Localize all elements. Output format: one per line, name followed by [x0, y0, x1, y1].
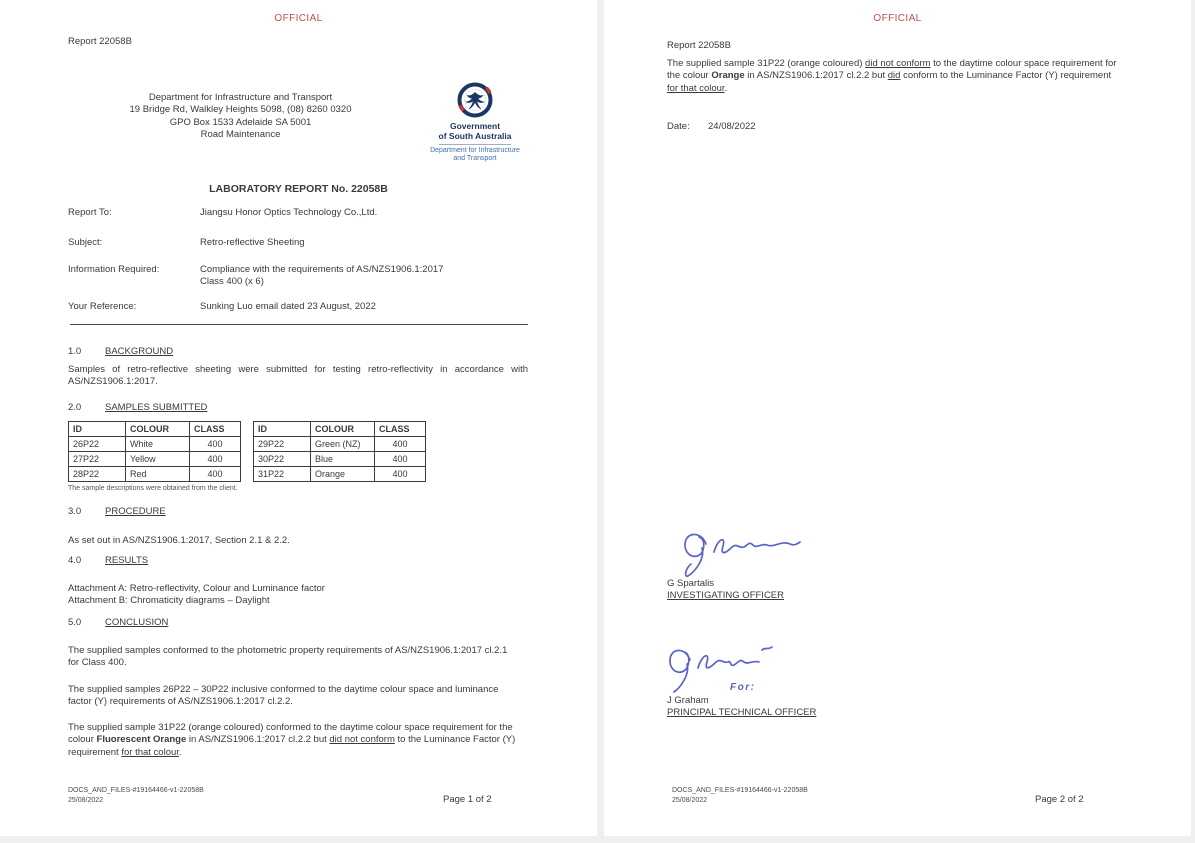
classification-banner: OFFICIAL	[274, 13, 323, 24]
table-cell: 28P22	[69, 467, 126, 482]
signatory-title: INVESTIGATING OFFICER	[667, 590, 784, 601]
page-number: Page 2 of 2	[1035, 794, 1084, 805]
piping-shrike-emblem-icon	[425, 80, 525, 122]
text-line: Department for Infrastructure and Transport	[148, 92, 333, 103]
text-segment: did not conform	[329, 734, 395, 746]
logo-gov-line2: of South Australia	[438, 130, 512, 141]
section-number: 2.0	[68, 402, 82, 413]
table-cell: 400	[190, 437, 241, 452]
text-segment: in AS/NZS1906.1:2017 cl.2.2 but	[186, 734, 330, 746]
text-line: GPO Box 1533 Adelaide SA 5001	[169, 116, 312, 128]
footer-doc-number: DOCS_AND_FILES-#19164466-v1-22058B	[68, 787, 204, 794]
table-header-cell: ID	[254, 422, 311, 437]
section-title: PROCEDURE	[105, 506, 166, 517]
footer-date: 25/08/2022	[68, 797, 104, 804]
text-segment: conform to the Luminance Factor (Y) requirement	[900, 70, 1112, 82]
section-heading-conclusion	[68, 617, 168, 629]
field-label-your-reference: Your Reference:	[68, 301, 137, 312]
text-segment: in AS/NZS1906.1:2017 cl.2.2 but	[744, 70, 888, 82]
signature-for-annotation: For:	[730, 682, 756, 693]
table-cell: 27P22	[69, 452, 126, 467]
signature-ink-icon	[664, 638, 799, 700]
date-label: Date:	[667, 121, 690, 132]
text-line: Attachment B: Chromaticity diagrams – Daylight	[68, 595, 270, 607]
text-line: Class 400 (x 6)	[200, 276, 264, 288]
header-divider-rule	[70, 324, 528, 325]
signature-ink-icon	[676, 524, 806, 582]
section-number: 1.0	[68, 346, 82, 357]
samples-table-left	[68, 421, 241, 482]
footer-date: 25/08/2022	[672, 797, 708, 804]
text-line: 19 Bridge Rd, Walkley Heights 5098, (08) 8260 0320	[129, 104, 352, 116]
section-title: RESULTS	[105, 555, 149, 566]
field-label-subject: Subject:	[68, 237, 103, 248]
procedure-paragraph: As set out in AS/NZS1906.1:2017, Section 2.1 & 2.2.	[68, 535, 290, 546]
section-number: 3.0	[68, 506, 82, 517]
conclusion-paragraph-2	[68, 684, 523, 709]
text-line: Attachment A: Retro-reflectivity, Colour and Luminance factor	[68, 583, 325, 594]
signatory-name: G Spartalis	[667, 578, 714, 589]
section-heading-results	[68, 555, 148, 567]
text-segment: Orange	[711, 70, 745, 82]
table-cell: Orange	[311, 467, 375, 482]
section-number: 4.0	[68, 555, 82, 566]
footer-doc-id	[68, 786, 204, 806]
table-cell: 26P22	[69, 437, 126, 452]
table-cell: 31P22	[254, 467, 311, 482]
classification-banner: OFFICIAL	[873, 13, 922, 24]
table-header-cell: CLASS	[190, 422, 241, 437]
signatory-name: J Graham	[667, 695, 709, 706]
text-segment: The supplied sample 31P22 (orange coloured) conformed to the daytime colour space requirement for the colour	[68, 722, 513, 746]
table-row	[69, 467, 241, 482]
page-number: Page 1 of 2	[443, 794, 492, 805]
samples-table-right	[253, 421, 426, 482]
report-page-2	[604, 0, 1191, 836]
text-segment: .	[724, 82, 728, 94]
table-row	[69, 452, 241, 467]
conclusion-paragraph-3	[68, 722, 518, 759]
field-value-your-reference	[200, 301, 530, 313]
text-segment: to the Luminance Factor (Y) requirement	[68, 734, 516, 758]
text-line: Sunking Luo email dated 23 August, 2022	[200, 301, 376, 312]
footer-doc-number: DOCS_AND_FILES-#19164466-v1-22058B	[672, 787, 808, 794]
conclusion-correction-paragraph	[667, 58, 1119, 95]
table-cell: 400	[190, 467, 241, 482]
report-reference: Report 22058B	[667, 40, 731, 51]
logo-gov-line1: Government	[449, 121, 501, 131]
table-header-cell: COLOUR	[311, 422, 375, 437]
table-cell: Red	[126, 467, 190, 482]
logo-dept-line1: Department for Infrastructure	[430, 147, 520, 154]
attachments-list	[68, 583, 528, 608]
government-sa-logo	[425, 80, 525, 163]
text-line: Retro-reflective Sheeting	[200, 237, 305, 248]
table-cell: 30P22	[254, 452, 311, 467]
signature-g-spartalis	[676, 524, 806, 582]
table-row	[254, 467, 426, 482]
conclusion-paragraph-1	[68, 645, 518, 670]
table-cell: 400	[375, 452, 426, 467]
field-label-information-required: Information Required:	[68, 264, 160, 275]
samples-tables	[68, 421, 426, 482]
text-segment: to the daytime colour space requirement for the colour	[667, 58, 1117, 82]
report-reference: Report 22058B	[68, 36, 132, 47]
section-title: CONCLUSION	[105, 617, 169, 628]
document-title: LABORATORY REPORT No. 22058B	[209, 183, 388, 195]
background-paragraph: Samples of retro-reflective sheeting were submitted for testing retro-reflectivity in accordance with AS/NZS1906.1:2017.	[68, 364, 528, 388]
logo-divider	[439, 144, 511, 145]
signatory-title: PRINCIPAL TECHNICAL OFFICER	[667, 707, 817, 718]
table-header-cell: COLOUR	[126, 422, 190, 437]
text-line: Compliance with the requirements of AS/NZS1906.1:2017	[200, 264, 444, 275]
table-row	[254, 437, 426, 452]
table-row	[69, 437, 241, 452]
text-line: Road Maintenance	[200, 128, 281, 140]
field-value-information-required	[200, 264, 530, 289]
table-cell: Yellow	[126, 452, 190, 467]
table-row	[254, 452, 426, 467]
text-segment: .	[178, 746, 182, 758]
text-segment: The supplied samples 26P22 – 30P22 inclusive conformed to the daytime colour space and luminance factor (Y) requirements of AS/NZS1906.1:2017 cl.2.2.	[68, 684, 499, 708]
field-label-report-to: Report To:	[68, 207, 112, 218]
text-line: Jiangsu Honor Optics Technology Co.,Ltd.	[200, 207, 378, 218]
report-page-1	[0, 0, 597, 836]
section-title: SAMPLES SUBMITTED	[105, 402, 208, 413]
table-cell: 400	[190, 452, 241, 467]
text-segment: Fluorescent Orange	[96, 734, 187, 746]
table-cell: 29P22	[254, 437, 311, 452]
table-header-cell: CLASS	[375, 422, 426, 437]
text-segment: The supplied sample 31P22 (orange coloured)	[667, 58, 866, 69]
table-cell: Green (NZ)	[311, 437, 375, 452]
table-header-cell: ID	[69, 422, 126, 437]
table-cell: White	[126, 437, 190, 452]
field-value-report-to	[200, 207, 530, 219]
table-cell: 400	[375, 467, 426, 482]
section-heading-background	[68, 346, 173, 358]
text-segment: The supplied samples conformed to the photometric property requirements of AS/NZS1906.1:2017 cl.2.1 for Class 400.	[68, 645, 508, 669]
text-segment: for that colour	[121, 746, 179, 758]
section-heading-samples-submitted	[68, 402, 207, 414]
logo-dept-line2: and Transport	[453, 155, 497, 163]
section-number: 5.0	[68, 617, 82, 628]
footer-doc-id	[672, 786, 808, 806]
section-title: BACKGROUND	[105, 346, 174, 357]
text-segment: did not conform	[865, 58, 931, 69]
department-address-block	[68, 92, 413, 141]
text-segment: for that colour	[667, 82, 725, 94]
text-segment: did	[887, 70, 901, 82]
samples-footnote: The sample descriptions were obtained from the client.	[68, 485, 238, 492]
table-cell: 400	[375, 437, 426, 452]
section-heading-procedure	[68, 506, 166, 518]
field-value-subject	[200, 237, 530, 249]
table-cell: Blue	[311, 452, 375, 467]
date-value: 24/08/2022	[708, 121, 756, 132]
signature-for-j-graham	[664, 638, 799, 700]
